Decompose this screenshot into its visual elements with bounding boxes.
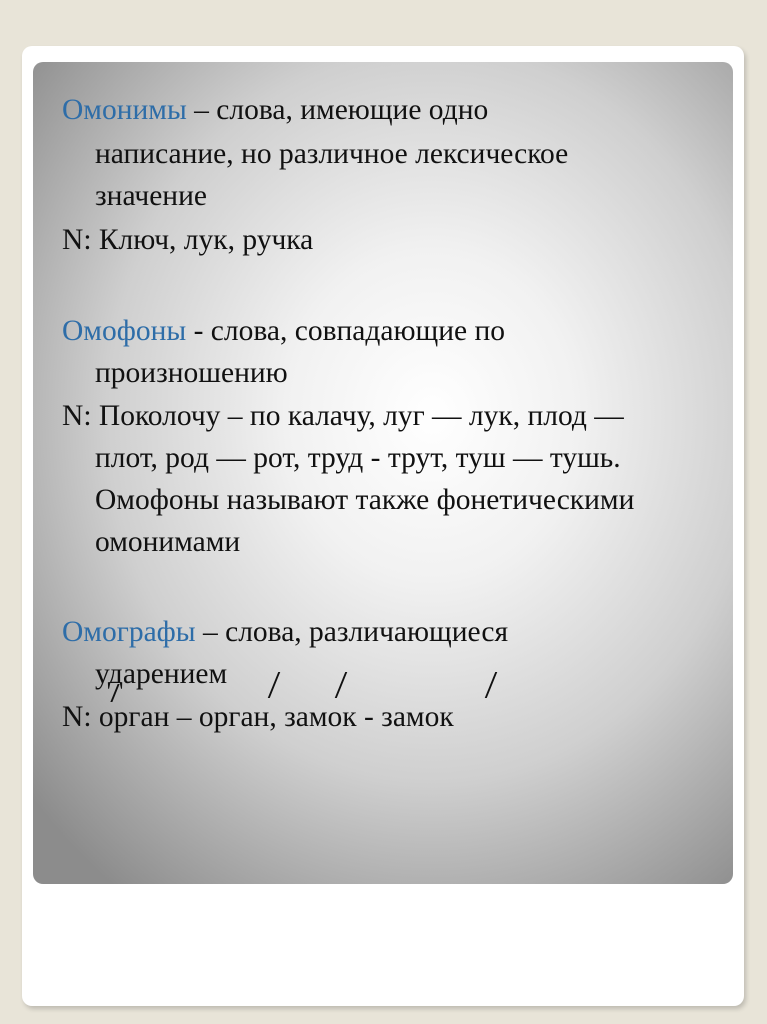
homographs-definition: [62, 615, 508, 649]
homonyms-example: [62, 223, 313, 257]
homographs-definition-line-2: ударением: [95, 658, 228, 690]
example-marker: N: [62, 701, 84, 733]
homophones-definition-line-2: произношению: [95, 357, 288, 389]
homographs-example: [62, 700, 454, 734]
example-marker: N: [62, 400, 84, 432]
homonyms-definition-line-2: написание, но различное лексическое: [95, 138, 569, 170]
homonyms-definition-line-3: значение: [95, 180, 207, 212]
homonyms-definition-line-1: – слова, имеющие одно: [186, 94, 489, 126]
homographs-term: Омографы: [62, 616, 196, 648]
homographs-definition-line-1: – слова, различающиеся: [195, 616, 509, 648]
homophones-definition: [62, 314, 505, 348]
homophones-term: Омофоны: [62, 315, 187, 347]
homographs-example-text: : орган – орган, замок - замок: [83, 701, 454, 733]
homonyms-example-text: : Ключ, лук, ручка: [83, 224, 314, 256]
homophones-example-line-2: плот, род — рот, труд - трут, туш — тушь.: [95, 442, 621, 474]
homophones-example-line-4: омонимами: [95, 526, 241, 558]
homophones-example-line-1: : Поколочу – по калачу, луг — лук, плод —: [83, 400, 624, 432]
homophones-definition-line-1: - слова, совпадающие по: [186, 315, 506, 347]
homophones-example-line-3: Омофоны называют также фонетическими: [95, 484, 635, 516]
homophones-example: [62, 399, 624, 433]
example-marker: N: [62, 224, 84, 256]
homonyms-definition: [62, 93, 488, 127]
homonyms-term: Омонимы: [62, 94, 187, 126]
